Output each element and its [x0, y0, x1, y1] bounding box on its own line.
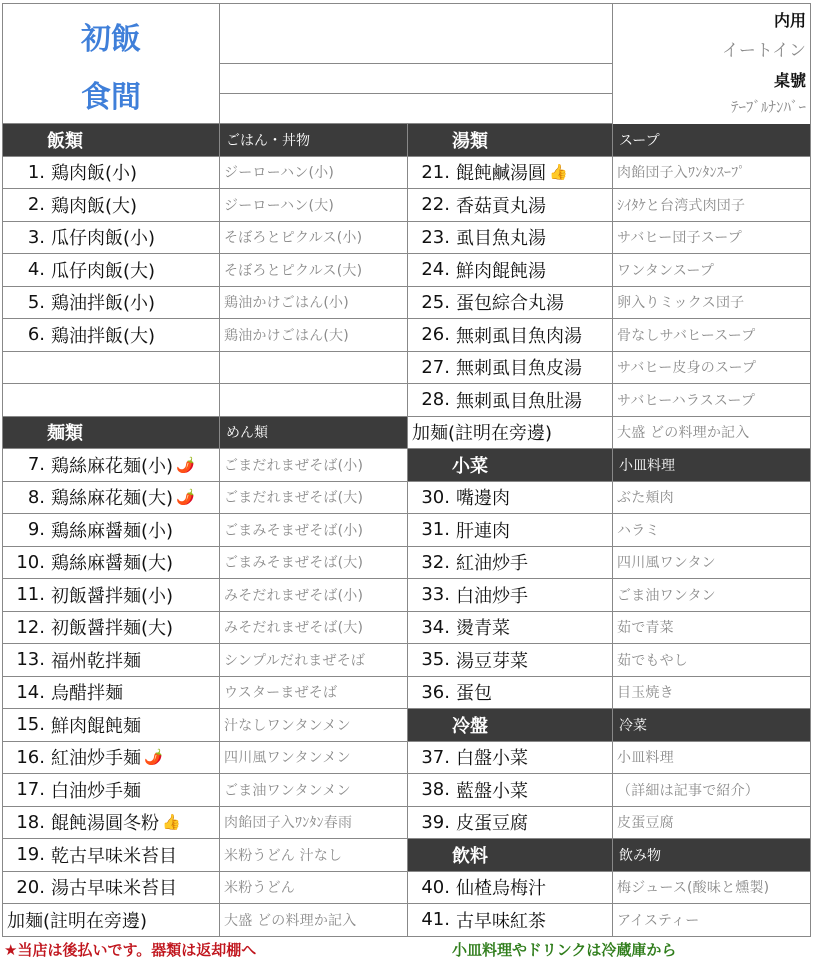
menu-item[interactable]: [408, 742, 613, 775]
menu-item[interactable]: [408, 157, 613, 190]
menu-row: [2, 547, 811, 580]
item-name-jp: ごまだれまぜそば(小): [220, 449, 408, 482]
item-name: 湯古早味米苔目: [51, 878, 177, 900]
shop-logo: [2, 3, 220, 124]
item-name: 加麺(註明在旁邊): [7, 910, 148, 932]
order-info: [613, 3, 811, 124]
header-block: [2, 3, 811, 124]
item-name: 鶏油拌飯(小): [51, 293, 156, 315]
item-name: 蛋包綜合丸湯: [456, 293, 564, 315]
menu-item[interactable]: [2, 287, 220, 320]
item-number: 25.: [421, 291, 450, 313]
item-name-jp: みそだれまぜそば(小): [220, 579, 408, 612]
item-name-jp: 汁なしワンタンメン: [220, 709, 408, 742]
menu-item[interactable]: [2, 254, 220, 287]
menu-item[interactable]: [2, 644, 220, 677]
menu-row: [2, 449, 811, 482]
item-name-jp: サバヒー皮身のスープ: [613, 352, 811, 385]
section-header: 飲料: [408, 839, 613, 872]
menu-row: [2, 417, 811, 450]
menu-item[interactable]: [408, 807, 613, 840]
item-name-jp: 鶏油かけごはん(大): [220, 319, 408, 352]
item-number: 30.: [421, 486, 450, 508]
item-number: 7.: [27, 454, 45, 476]
item-name-jp: ハラミ: [613, 514, 811, 547]
shop-title-line2: 食間: [81, 80, 141, 115]
item-name-jp: アイスティー: [613, 904, 811, 937]
item-name-jp: 米粉うどん 汁なし: [220, 839, 408, 872]
item-number: 26.: [421, 324, 450, 346]
item-name: 乾古早味米苔目: [51, 845, 177, 867]
table-number-label: 桌號: [773, 71, 806, 90]
item-number: 40.: [421, 876, 450, 898]
item-number: 9.: [27, 519, 45, 541]
empty-cell: [2, 384, 220, 417]
item-name: 紅油炒手: [456, 553, 528, 575]
item-name-jp: みそだれまぜそば(大): [220, 612, 408, 645]
item-name: 虱目魚丸湯: [456, 228, 546, 250]
footer-note-right: 小皿料理やドリンクは冷蔵庫から: [452, 941, 677, 959]
section-header-jp: 冷菜: [613, 709, 811, 742]
item-name: 白油炒手麺: [51, 780, 141, 802]
menu-item[interactable]: [408, 644, 613, 677]
item-number: 22.: [421, 194, 450, 216]
menu-row: [2, 742, 811, 775]
item-name: 仙楂烏梅汁: [456, 878, 546, 900]
section-header-jp: スープ: [613, 124, 811, 157]
menu-item[interactable]: [2, 189, 220, 222]
menu-row: [2, 612, 811, 645]
item-number: 28.: [421, 389, 450, 411]
item-number: 17.: [16, 779, 45, 801]
section-header: 湯類: [408, 124, 613, 157]
menu-item[interactable]: [2, 222, 220, 255]
item-name: 初飯醤拌麺(大): [51, 618, 174, 640]
item-name: 湯豆芽菜: [456, 650, 528, 672]
item-name-jp: 皮蛋豆腐: [613, 807, 811, 840]
menu-item[interactable]: [408, 417, 613, 450]
item-name: 嘴邊肉: [456, 488, 510, 510]
item-name: 餛飩鹹湯圓: [456, 163, 546, 185]
menu-row: [2, 807, 811, 840]
blank-field-2[interactable]: [220, 64, 613, 94]
footer-note-left: ★当店は後払いです。器類は返却棚へ: [4, 941, 257, 959]
menu-row: [2, 839, 811, 872]
menu-item[interactable]: [408, 547, 613, 580]
item-name: 鶏絲麻醤麺(大): [51, 553, 174, 575]
item-name: 鶏肉飯(小): [51, 163, 138, 185]
section-header: 麺類: [2, 417, 220, 450]
item-name: 鮮肉餛飩麺: [51, 715, 141, 737]
item-name-jp: 米粉うどん: [220, 872, 408, 905]
item-name: 瓜仔肉飯(大): [51, 260, 156, 282]
menu-item[interactable]: [408, 904, 613, 937]
blank-field-1[interactable]: [220, 4, 613, 64]
item-name-jp: そぼろとピクルス(大): [220, 254, 408, 287]
item-name-jp: ｼｲﾀｹと台湾式肉団子: [613, 189, 811, 222]
item-number: 11.: [16, 584, 45, 606]
menu-item[interactable]: [2, 449, 220, 482]
item-name: 白油炒手: [456, 585, 528, 607]
menu-row: [2, 352, 811, 385]
item-name: 古早味紅茶: [456, 910, 546, 932]
item-name: 肝連肉: [456, 520, 510, 542]
item-name: 蛋包: [456, 683, 492, 705]
menu-item[interactable]: [2, 319, 220, 352]
item-name: 初飯醤拌麺(小): [51, 585, 174, 607]
item-number: 2.: [27, 194, 45, 216]
item-name-jp: 大盛 どの料理か記入: [613, 417, 811, 450]
item-name: 無刺虱目魚肉湯: [456, 325, 582, 347]
item-name-jp: 梅ジュース(酸味と燻製): [613, 872, 811, 905]
item-name: 瓜仔肉飯(小): [51, 228, 156, 250]
item-name: 餛飩湯圓冬粉: [51, 813, 159, 835]
menu-item[interactable]: [2, 774, 220, 807]
item-number: 15.: [16, 714, 45, 736]
menu-item[interactable]: [2, 612, 220, 645]
menu-row: [2, 384, 811, 417]
menu-row: [2, 872, 811, 905]
menu-sheet: [2, 3, 811, 937]
menu-item[interactable]: [2, 904, 220, 937]
item-name-jp: ジーローハン(小): [220, 157, 408, 190]
item-number: 10.: [16, 551, 45, 573]
menu-item[interactable]: [408, 612, 613, 645]
item-number: 37.: [421, 746, 450, 768]
menu-row: [2, 254, 811, 287]
item-name: 加麺(註明在旁邊): [412, 423, 553, 445]
item-number: 33.: [421, 584, 450, 606]
menu-item[interactable]: [2, 677, 220, 710]
item-name-jp: サバヒーハラススープ: [613, 384, 811, 417]
item-number: 1.: [27, 161, 45, 183]
menu-item[interactable]: [2, 482, 220, 515]
menu-row: [2, 189, 811, 222]
menu-row: [2, 644, 811, 677]
item-name-jp: 骨なしサバヒースープ: [613, 319, 811, 352]
item-name: 鶏油拌飯(大): [51, 325, 156, 347]
menu-item[interactable]: [408, 319, 613, 352]
item-name-jp: シンプルだれまぜそば: [220, 644, 408, 677]
item-name: 鶏絲麻花麺(小): [51, 455, 174, 477]
menu-row: [2, 904, 811, 937]
item-name-jp: ジーローハン(大): [220, 189, 408, 222]
item-name-jp: 四川風ワンタンメン: [220, 742, 408, 775]
eat-in-label: 内用: [773, 11, 806, 30]
menu-item[interactable]: [2, 839, 220, 872]
item-number: 38.: [421, 779, 450, 801]
blank-field-3[interactable]: [220, 94, 613, 124]
item-number: 32.: [421, 551, 450, 573]
menu-item[interactable]: [2, 579, 220, 612]
menu-item[interactable]: [2, 514, 220, 547]
menu-item[interactable]: [2, 872, 220, 905]
item-name: 無刺虱目魚皮湯: [456, 358, 582, 380]
empty-cell: [220, 352, 408, 385]
item-name: 鶏肉飯(大): [51, 195, 138, 217]
item-name-jp: 目玉焼き: [613, 677, 811, 710]
item-name-jp: ごまみそまぜそば(大): [220, 547, 408, 580]
item-number: 36.: [421, 681, 450, 703]
item-name: 藍盤小菜: [456, 780, 528, 802]
menu-item[interactable]: [408, 872, 613, 905]
item-name: 烏醋拌麺: [51, 683, 123, 705]
item-name-jp: ごまだれまぜそば(大): [220, 482, 408, 515]
item-number: 35.: [421, 649, 450, 671]
item-number: 20.: [16, 876, 45, 898]
menu-row: [2, 677, 811, 710]
menu-row: [2, 709, 811, 742]
menu-item[interactable]: [408, 514, 613, 547]
menu-row: [2, 774, 811, 807]
item-name-jp: ごま油ワンタン: [613, 579, 811, 612]
item-name-jp: 茹でもやし: [613, 644, 811, 677]
menu-item[interactable]: [408, 482, 613, 515]
item-name-jp: サバヒー団子スープ: [613, 222, 811, 255]
item-name-jp: ごまみそまぜそば(小): [220, 514, 408, 547]
section-header-jp: ごはん・丼物: [220, 124, 408, 157]
item-name: 皮蛋豆腐: [456, 813, 528, 835]
menu-item[interactable]: [408, 352, 613, 385]
item-number: 31.: [421, 519, 450, 541]
menu-row: [2, 482, 811, 515]
eat-in-label-jp: イートイン: [721, 41, 806, 61]
menu-item[interactable]: [2, 709, 220, 742]
thumbs-up-icon: 👍: [549, 163, 568, 182]
menu-item[interactable]: [408, 222, 613, 255]
item-number: 16.: [16, 746, 45, 768]
menu-item[interactable]: [408, 189, 613, 222]
item-name: 無刺虱目魚肚湯: [456, 390, 582, 412]
item-number: 14.: [16, 681, 45, 703]
item-name: 鮮肉餛飩湯: [456, 260, 546, 282]
item-number: 21.: [421, 161, 450, 183]
section-header-jp: めん類: [220, 417, 408, 450]
menu-item[interactable]: [408, 677, 613, 710]
item-name-jp: 肉餡団子入ﾜﾝﾀﾝ春雨: [220, 807, 408, 840]
item-name: 鶏絲麻醤麺(小): [51, 520, 174, 542]
blank-fields: [220, 3, 613, 124]
item-name-jp: ぶた頬肉: [613, 482, 811, 515]
menu-row: [2, 124, 811, 157]
item-number: 8.: [27, 486, 45, 508]
item-number: 41.: [421, 909, 450, 931]
item-name: 香菇貢丸湯: [456, 195, 546, 217]
item-name-jp: 大盛 どの料理か記入: [220, 904, 408, 937]
item-number: 6.: [27, 324, 45, 346]
chili-pepper-icon: 🌶️: [176, 455, 195, 474]
item-name-jp: （詳細は記事で紹介）: [613, 774, 811, 807]
item-number: 39.: [421, 811, 450, 833]
menu-row: [2, 222, 811, 255]
item-name-jp: ワンタンスープ: [613, 254, 811, 287]
item-name: 福州乾拌麺: [51, 650, 141, 672]
menu-item[interactable]: [2, 157, 220, 190]
menu-row: [2, 579, 811, 612]
menu-item[interactable]: [2, 807, 220, 840]
menu-row: [2, 319, 811, 352]
item-name: 紅油炒手麺: [51, 748, 141, 770]
item-name-jp: 小皿料理: [613, 742, 811, 775]
shop-title-line1: 初飯: [81, 22, 141, 57]
menu-item[interactable]: [408, 579, 613, 612]
empty-cell: [2, 352, 220, 385]
item-number: 4.: [27, 259, 45, 281]
item-number: 23.: [421, 226, 450, 248]
item-name-jp: 茹で青菜: [613, 612, 811, 645]
menu-item[interactable]: [2, 742, 220, 775]
chili-pepper-icon: 🌶️: [144, 748, 163, 767]
menu-row: [2, 514, 811, 547]
section-header-jp: 飲み物: [613, 839, 811, 872]
item-name-jp: そぼろとピクルス(小): [220, 222, 408, 255]
section-header: 冷盤: [408, 709, 613, 742]
menu-item[interactable]: [408, 384, 613, 417]
menu-row: [2, 157, 811, 190]
menu-item[interactable]: [408, 287, 613, 320]
section-header-jp: 小皿料理: [613, 449, 811, 482]
menu-item[interactable]: [408, 774, 613, 807]
chili-pepper-icon: 🌶️: [176, 488, 195, 507]
item-number: 24.: [421, 259, 450, 281]
item-number: 27.: [421, 356, 450, 378]
item-number: 19.: [16, 844, 45, 866]
section-header: 小菜: [408, 449, 613, 482]
menu-item[interactable]: [2, 547, 220, 580]
item-number: 13.: [16, 649, 45, 671]
item-name-jp: 四川風ワンタン: [613, 547, 811, 580]
item-name-jp: 卵入りミックス団子: [613, 287, 811, 320]
menu-row: [2, 287, 811, 320]
thumbs-up-icon: 👍: [162, 813, 181, 832]
item-name-jp: 鶏油かけごはん(小): [220, 287, 408, 320]
menu-item[interactable]: [408, 254, 613, 287]
item-number: 5.: [27, 291, 45, 313]
item-name: 燙青菜: [456, 618, 510, 640]
item-number: 3.: [27, 226, 45, 248]
empty-cell: [220, 384, 408, 417]
item-number: 12.: [16, 616, 45, 638]
item-name-jp: 肉餡団子入ﾜﾝﾀﾝｽｰﾌﾟ: [613, 157, 811, 190]
table-number-label-jp: ﾃｰﾌﾞﾙﾅﾝﾊﾞｰ: [730, 98, 806, 116]
item-name-jp: ウスターまぜそば: [220, 677, 408, 710]
menu-grid: [2, 124, 811, 937]
item-number: 18.: [16, 811, 45, 833]
item-number: 34.: [421, 616, 450, 638]
item-name: 鶏絲麻花麺(大): [51, 488, 174, 510]
item-name-jp: ごま油ワンタンメン: [220, 774, 408, 807]
section-header: 飯類: [2, 124, 220, 157]
item-name: 白盤小菜: [456, 748, 528, 770]
